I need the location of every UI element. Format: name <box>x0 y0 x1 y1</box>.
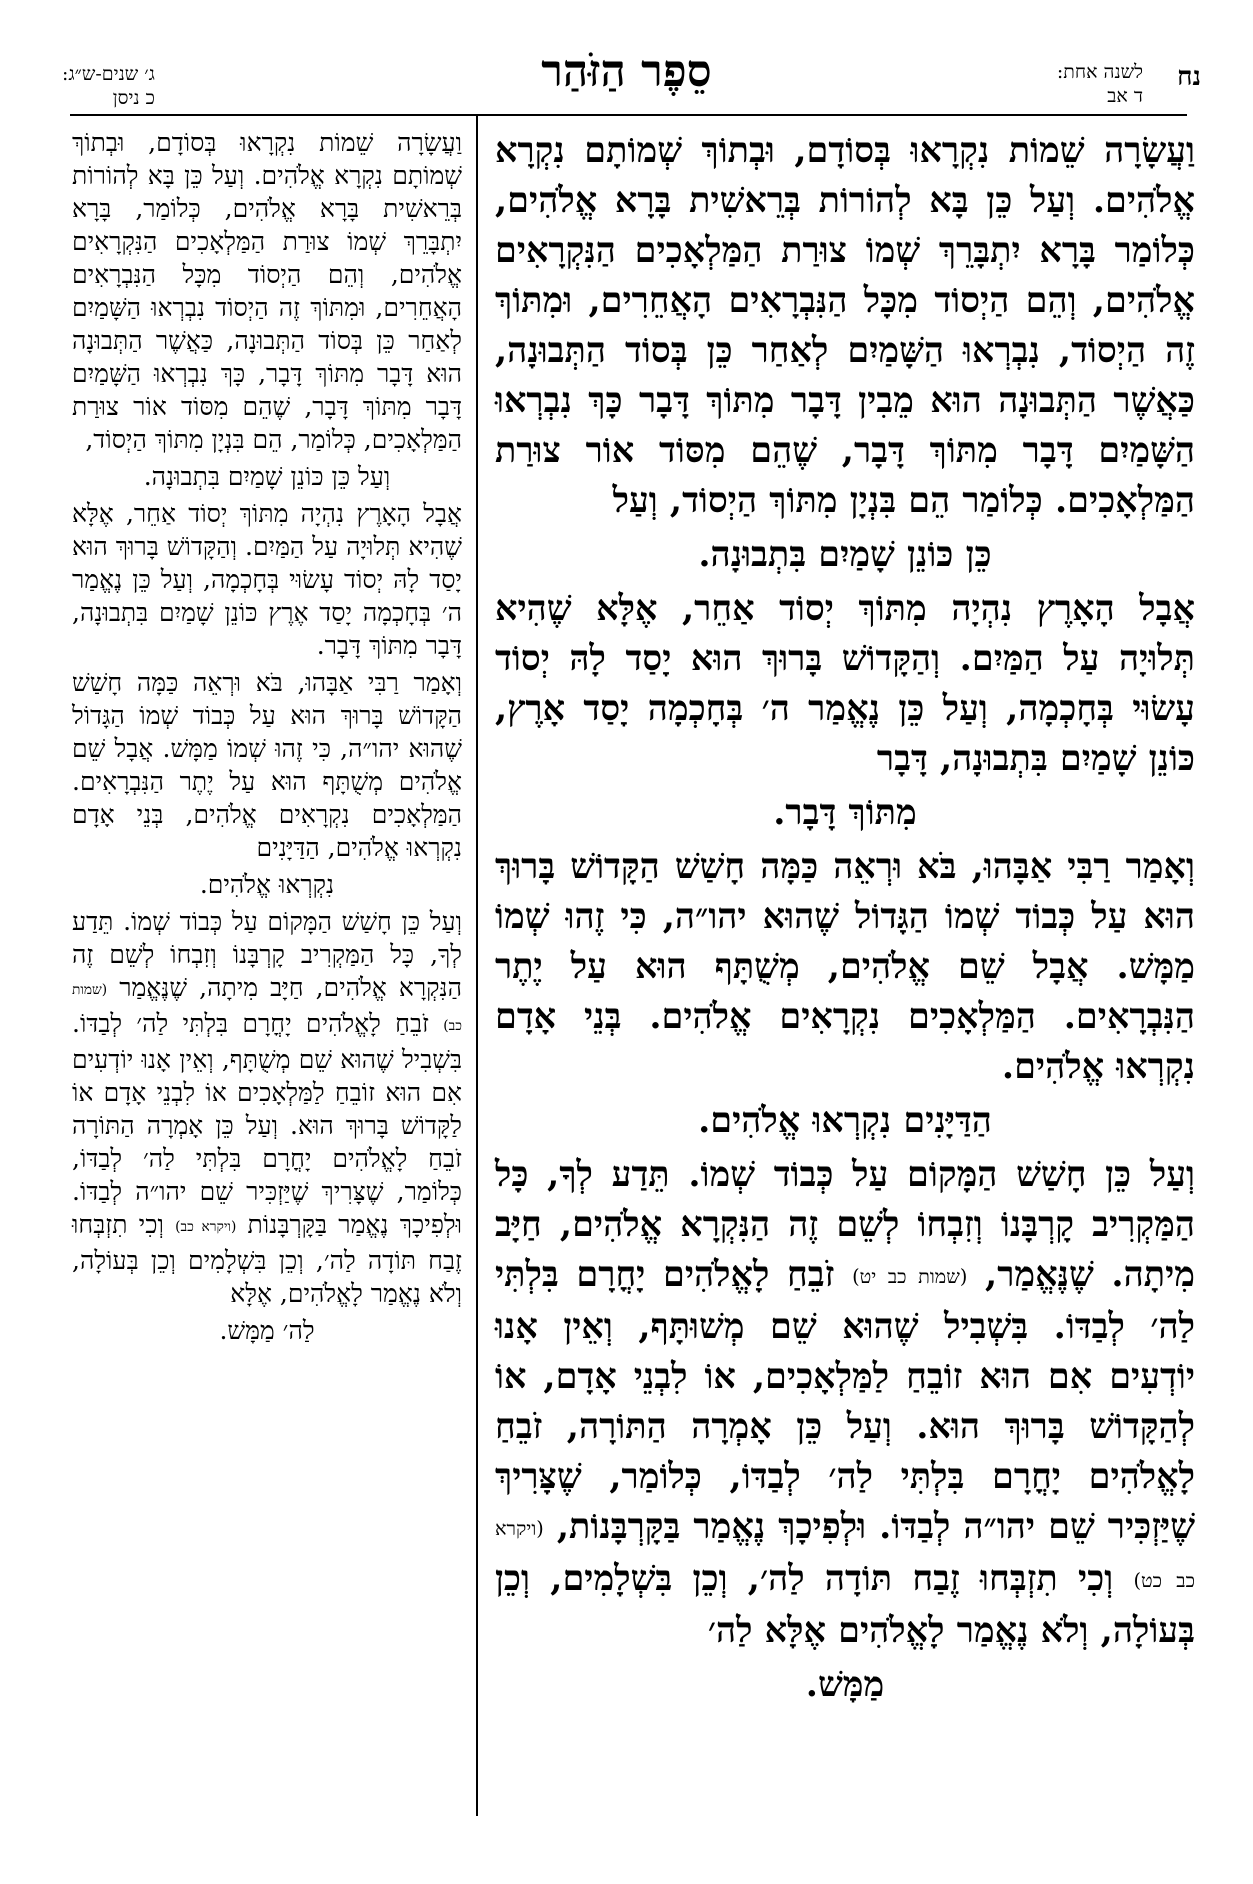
verse-reference: (ויקרא כב כט) <box>495 1517 1195 1593</box>
verse-reference: (ויקרא כב) <box>175 1218 237 1235</box>
paragraph-end-line: הַדַּיָּנִים נִקְרְאוּ אֱלֹהִים. <box>698 1100 992 1141</box>
paragraph-end-line: מַמָּשׁ. <box>805 1664 885 1706</box>
paragraph: וַעֲשָׂרָה שֵׁמוֹת נִקְרָאוּ בְּסוֹדָם, וּבְתוֹךְ שְׁמוֹתָם נִקְרָא אֱלֹהִים. וְעַל כֵּן בָּא לְהוֹרוֹת בְּרֵאשִׁית בָּרָא אֱלֹהִים, כְּלוֹמַר, בָּרָא יִתְבָּרֵךְ שְׁמוֹ צוּרַת הַמַּלְאָכִים הַנִּקְרָאִים אֱלֹהִים, וְהֵם הַיְסוֹד מִכָּל הַנִּבְרָאִים הָאֲחֵרִים, וּמִתּוֹךְ זֶה הַיְסוֹד נִבְרְאוּ הַשָּׁמַיִם לְאַחַר כֵּן בְּסוֹד הַתְּבוּנָה, כַּאֲשֶׁר הַתְּבוּנָה הוּא דָּבָר מִתּוֹךְ דָּבָר, כָּךְ נִבְרְאוּ הַשָּׁמַיִם דָּבָר מִתּוֹךְ דָּבָר, שֶׁהֵם מִסּוֹד אוֹר צוּרַת הַמַּלְאָכִים, כְּלוֹמַר, הֵם בִּנְיָן מִתּוֹךְ הַיְסוֹד, <box>72 128 462 454</box>
paragraph-end-line: נִקְרְאוּ אֱלֹהִים. <box>199 870 335 899</box>
header-rule <box>70 114 1187 116</box>
paragraph-end-line: לַה׳ מַמָּשׁ. <box>219 1315 315 1345</box>
column-divider <box>476 116 478 1816</box>
paragraph: וַעֲשָׂרָה שֵׁמוֹת נִקְרָאוּ בְּסוֹדָם, וּבְתוֹךְ שְׁמוֹתָם נִקְרָא אֱלֹהִים. וְעַל כֵּן בָּא לְהוֹרוֹת בְּרֵאשִׁית בָּרָא אֱלֹהִים, כְּלוֹמַר בָּרָא יִתְבָּרֵךְ שְׁמוֹ צוּרַת הַמַּלְאָכִים הַנִּקְרָאִים אֱלֹהִים, וְהֵם הַיְסוֹד מִכָּל הַנִּבְרָאִים הָאֲחֵרִים, וּמִתּוֹךְ זֶה הַיְסוֹד, נִבְרְאוּ הַשָּׁמַיִם לְאַחַר כֵּן בְּסוֹד הַתְּבוּנָה, כַּאֲשֶׁר הַתְּבוּנָה הוּא מֵבִין דָּבָר מִתּוֹךְ דָּבָר כָּךְ נִבְרְאוּ הַשָּׁמַיִם דָּבָר מִתּוֹךְ דָּבָר, שֶׁהֵם מִסּוֹד אוֹר צוּרַת הַמַּלְאָכִים. כְּלוֹמַר הֵם בִּנְיָן מִתּוֹךְ הַיְסוֹד, וְעַל <box>495 130 1195 521</box>
paragraph: אֲבָל הָאָרֶץ נִהְיָה מִתּוֹךְ יְסוֹד אַחֵר, אֶלָּא שֶׁהִיא תְּלוּיָה עַל הַמַּיִם. וְהַקָּדוֹשׁ בָּרוּךְ הוּא יָסַד לָהּ יְסוֹד עָשׂוּי בְּחָכְמָה, וְעַל כֵּן נֶאֱמַר ה׳ בְּחָכְמָה יָסַד אָרֶץ, כּוֹנֵן שָׁמַיִם בִּתְבוּנָה, דָּבָר <box>495 588 1195 779</box>
paragraph: וְעַל כֵּן חָשַׁשׁ הַמָּקוֹם עַל כְּבוֹד שְׁמוֹ. תֵּדַע לְךָ, כָּל הַמַּקְרִיב קָרְבָּנוֹ וְזִבְחוֹ לְשֵׁם זֶה הַנִּקְרָא אֱלֹהִים, חַיָּב מִיתָה. שֶׁנֶּאֱמַר, (שמות כב יט) זֹבֵחַ לָאֱלֹהִים יָחֳרָם בִּלְתִּי לַה׳ לְבַדּוֹ. בִּשְׁבִיל שֶׁהוּא שֵׁם מְשׁוּתָּף, וְאֵין אָנוּ יוֹדְעִים אִם הוּא זוֹבֵחַ לַמַּלְאָכִים, אוֹ לִבְנֵי אָדָם, אוֹ לְהַקָּדוֹשׁ בָּרוּךְ הוּא. וְעַל כֵּן אָמְרָה הַתּוֹרָה, זֹבֵחַ לָאֱלֹהִים יָחֳרָם בִּלְתִּי לַה׳ לְבַדּוֹ, כְּלוֹמַר, שֶׁצָּרִיךְ שֶׁיַּזְכִּיר שֵׁם יהו״ה לְבַדּוֹ. וּלְפִיכָךְ נֶאֱמַר בַּקָּרְבָּנוֹת, (ויקרא כב כט) וְכִי תִזְבְּחוּ זֶבַח תּוֹדָה לַה׳, וְכֵן בִּשְׁלָמִים, וְכֵן בְּעוֹלָה, וְלֹא נֶאֱמַר לָאֱלֹהִים אֶלָּא לַה׳ <box>495 1154 1196 1652</box>
verse-reference: (שמות כב) <box>72 981 462 1034</box>
verse-reference: (שמות כב יט) <box>852 1265 968 1289</box>
paragraph-end-line: כֵּן כּוֹנֵן שָׁמַיִם בִּתְבוּנָה. <box>698 534 992 575</box>
schedule-date: כ ניסן <box>112 87 155 109</box>
side-text-column <box>72 126 462 1351</box>
paragraph-end-line: מִתּוֹךְ דָּבָר. <box>773 792 917 833</box>
schedule-label: ג׳ שנים-ש״ג: <box>62 63 155 85</box>
schedule-label: לשנה אחת: <box>1056 61 1143 83</box>
header-study-schedule-three-years <box>62 62 155 110</box>
paragraph-end-line: וְעַל כֵּן כּוֹנֵן שָׁמַיִם בִּתְבוּנָה. <box>143 462 391 491</box>
paragraph: וְעַל כֵּן חָשַׁשׁ הַמָּקוֹם עַל כְּבוֹד שְׁמוֹ. תֵּדַע לְךָ, כָּל הַמַּקְרִיב קָרְבָּנוֹ וְזִבְחוֹ לְשֵׁם זֶה הַנִּקְרָא אֱלֹהִים, חַיָּב מִיתָה, שֶׁנֶּאֱמַר (שמות כב) זֹבֵחַ לָאֱלֹהִים יָחֳרָם בִּלְתִּי לַה׳ לְבַדּוֹ. בִּשְׁבִיל שֶׁהוּא שֵׁם מְשֻׁתָּף, וְאֵין אָנוּ יוֹדְעִים אִם הוּא זוֹבֵחַ לַמַּלְאָכִים אוֹ לִבְנֵי אָדָם אוֹ לַקָּדוֹשׁ בָּרוּךְ הוּא. וְעַל כֵּן אָמְרָה הַתּוֹרָה זֹבֵחַ לָאֱלֹהִים יָחֳרָם בִּלְתִּי לַה׳ לְבַדּוֹ, כְּלוֹמַר, שֶׁצָּרִיךְ שֶׁיַּזְכִּיר שֵׁם יהו״ה לְבַדּוֹ. וּלְפִיכָךְ נֶאֱמַר בַּקָּרְבָּנוֹת (ויקרא כב) וְכִי תִזְבְּחוּ זֶבַח תּוֹדָה לַה׳, וְכֵן בִּשְׁלָמִים וְכֵן בְּעוֹלָה, וְלֹא נֶאֱמַר לָאֱלֹהִים, אֶלָּא <box>72 907 463 1308</box>
book-title: סֵפֶר הַזֹּהַר <box>541 46 712 97</box>
schedule-date: ד אב <box>1107 85 1143 107</box>
main-text-column <box>495 126 1195 1714</box>
paragraph: וְאָמַר רַבִּי אַבָּהוּ, בֹּא וּרְאֵה כַּמָּה חָשַׁשׁ הַקָּדוֹשׁ בָּרוּךְ הוּא עַל כְּבוֹד שְׁמוֹ הַגָּדוֹל שֶׁהוּא יהו״ה, כִּי זֶהוּ שְׁמוֹ מַמָּשׁ. אֲבָל שֵׁם אֱלֹהִים מְשֻׁתָּף הוּא עַל יֶתֶר הַנִּבְרָאִים. הַמַּלְאָכִים נִקְרָאִים אֱלֹהִים, בְּנֵי אָדָם נִקְרְאוּ אֱלֹהִים, הַדַּיָּנִים <box>72 668 462 862</box>
paragraph: וְאָמַר רַבִּי אַבָּהוּ, בֹּא וּרְאֵה כַּמָּה חָשַׁשׁ הַקָּדוֹשׁ בָּרוּךְ הוּא עַל כְּבוֹד שְׁמוֹ הַגָּדוֹל שֶׁהוּא יהו״ה, כִּי זֶהוּ שְׁמוֹ מַמָּשׁ. אֲבָל שֵׁם אֱלֹהִים, מְשֻׁתָּף הוּא עַל יֶתֶר הַנִּבְרָאִים. הַמַּלְאָכִים נִקְרָאִים אֱלֹהִים. בְּנֵי אָדָם נִקְרְאוּ אֱלֹהִים. <box>495 846 1195 1087</box>
paragraph: אֲבָל הָאָרֶץ נִהְיָה מִתּוֹךְ יְסוֹד אַחֵר, אֶלָּא שֶׁהִיא תְּלוּיָה עַל הַמַּיִם. וְהַקָּדוֹשׁ בָּרוּךְ הוּא יָסַד לָהּ יְסוֹד עָשׂוּי בְּחָכְמָה, וְעַל כֵּן נֶאֱמַר ה׳ בְּחָכְמָה יָסַד אֶרֶץ כּוֹנֵן שָׁמַיִם בִּתְבוּנָה, דָּבָר מִתּוֹךְ דָּבָר. <box>72 499 462 660</box>
page-number: נח <box>1177 62 1201 92</box>
